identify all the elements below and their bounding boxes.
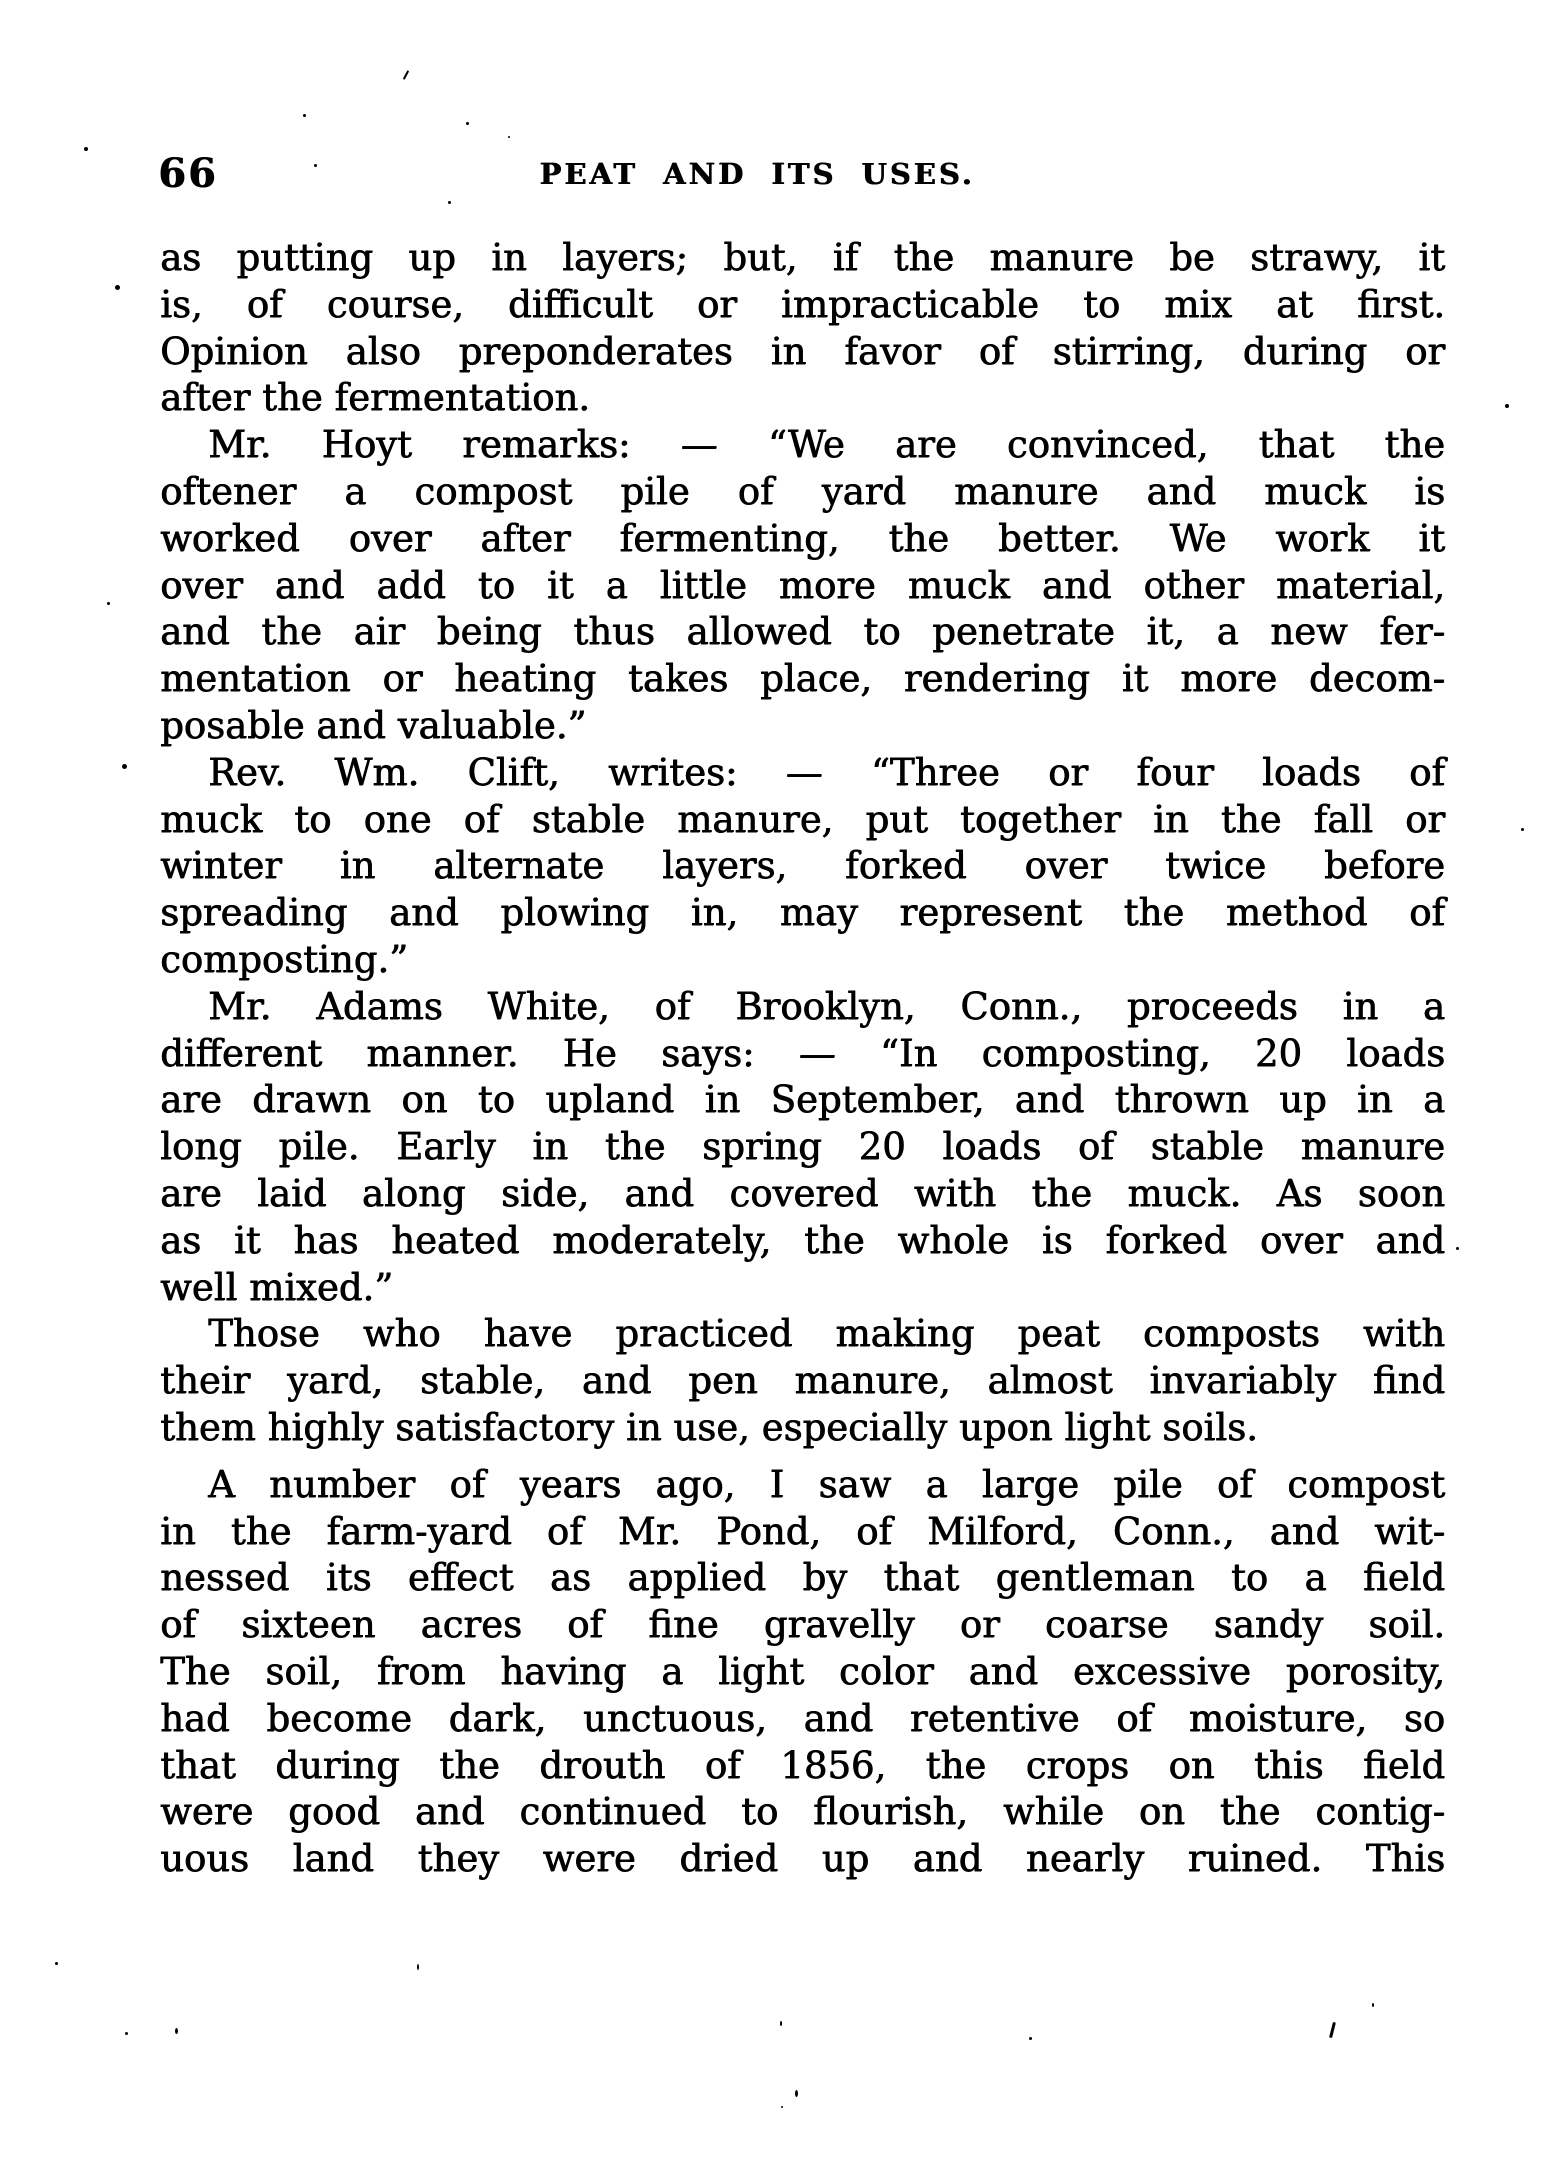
text-line: Mr. Adams White, of Brooklyn, Conn., proceeds in a xyxy=(208,984,1445,1028)
scan-speck xyxy=(1029,2037,1032,2040)
text-line: worked over after fermenting, the better. We work it xyxy=(160,516,1445,560)
text-line: A number of years ago, I saw a large pile of compost xyxy=(208,1462,1445,1506)
text-line: as putting up in layers; but, if the manure be strawy, it xyxy=(160,236,1445,279)
text-line: long pile. Early in the spring 20 loads of stable manure xyxy=(160,1125,1445,1169)
scan-speck xyxy=(780,2021,782,2026)
text-line: oftener a compost pile of yard manure and muck is xyxy=(160,469,1445,513)
paragraph xyxy=(160,984,1445,1312)
scan-speck xyxy=(466,122,469,125)
text-line: The soil, from having a light color and excessive porosity, xyxy=(160,1649,1445,1693)
running-title: PEAT AND ITS USES. xyxy=(539,157,975,191)
scan-speck xyxy=(795,2090,798,2097)
scan-speck xyxy=(1372,2003,1374,2007)
text-line: over and add to it a little more muck and other material, xyxy=(160,563,1445,607)
page-body-text xyxy=(160,235,1445,1883)
text-line: well mixed.” xyxy=(160,1265,394,1309)
text-line: nessed its effect as applied by that gentleman to a field xyxy=(160,1556,1445,1600)
text-line: of sixteen acres of fine gravelly or coarse sandy soil. xyxy=(160,1603,1445,1647)
text-line: winter in alternate layers, forked over twice before xyxy=(160,844,1445,888)
scan-speck xyxy=(303,114,306,117)
text-line: were good and continued to flourish, while on the contig- xyxy=(160,1790,1445,1834)
scan-speck xyxy=(122,764,127,769)
paragraph xyxy=(160,1462,1445,1883)
text-line: had become dark, unctuous, and retentive of moisture, so xyxy=(160,1696,1445,1740)
text-line: are drawn on to upland in September, and thrown up in a xyxy=(160,1078,1445,1122)
paragraph xyxy=(160,422,1445,750)
scan-speck xyxy=(115,285,120,290)
text-line: their yard, stable, and pen manure, almost invariably find xyxy=(160,1359,1445,1403)
text-line: and the air being thus allowed to penetrate it, a new fer- xyxy=(160,610,1445,654)
text-line: composting.” xyxy=(160,937,408,981)
scan-speck xyxy=(55,1962,58,1965)
scan-speck xyxy=(417,1964,419,1970)
text-line: as it has heated moderately, the whole is forked over and xyxy=(160,1218,1445,1262)
text-line: in the farm-yard of Mr. Pond, of Milford, Conn., and wit- xyxy=(160,1509,1445,1553)
scan-speck xyxy=(1521,828,1524,831)
scan-speck xyxy=(314,164,317,167)
text-line: uous land they were dried up and nearly ruined. This xyxy=(160,1837,1445,1881)
text-line: after the fermentation. xyxy=(160,376,590,420)
text-line: Opinion also preponderates in favor of stirring, during or xyxy=(160,329,1445,373)
text-line: are laid along side, and covered with the muck. As soon xyxy=(160,1171,1445,1215)
text-line: posable and valuable.” xyxy=(160,703,587,747)
text-line: muck to one of stable manure, put together in the fall or xyxy=(160,797,1445,841)
text-line: mentation or heating takes place, rendering it more decom- xyxy=(160,657,1445,701)
text-line: Rev. Wm. Clift, writes: — “Three or four loads of xyxy=(208,750,1445,794)
paragraph xyxy=(160,1311,1445,1451)
scan-speck xyxy=(1505,404,1509,408)
text-line: them highly satisfactory in use, especially upon light soils. xyxy=(160,1405,1258,1449)
text-line: different manner. He says: — “In composting, 20 loads xyxy=(160,1031,1445,1075)
scan-speck xyxy=(403,70,409,80)
text-line: that during the drouth of 1856, the crops on this field xyxy=(160,1743,1445,1787)
paragraph xyxy=(160,750,1445,984)
text-line: spreading and plowing in, may represent the method of xyxy=(160,891,1445,935)
scan-speck xyxy=(448,201,451,204)
scan-speck xyxy=(1329,2022,1336,2038)
text-line: Those who have practiced making peat composts with xyxy=(208,1312,1445,1356)
text-line: Mr. Hoyt remarks: — “We are convinced, that the xyxy=(208,423,1445,467)
scan-speck xyxy=(84,147,88,151)
scan-speck xyxy=(175,2028,178,2034)
scan-speck xyxy=(1456,1247,1459,1250)
page-number: 66 xyxy=(158,150,218,197)
paragraph xyxy=(160,235,1445,422)
scan-speck xyxy=(508,136,510,138)
scan-speck xyxy=(781,2106,783,2108)
scan-speck xyxy=(107,602,110,605)
scan-speck xyxy=(125,2032,128,2035)
text-line: is, of course, difficult or impracticable to mix at first. xyxy=(160,282,1445,326)
